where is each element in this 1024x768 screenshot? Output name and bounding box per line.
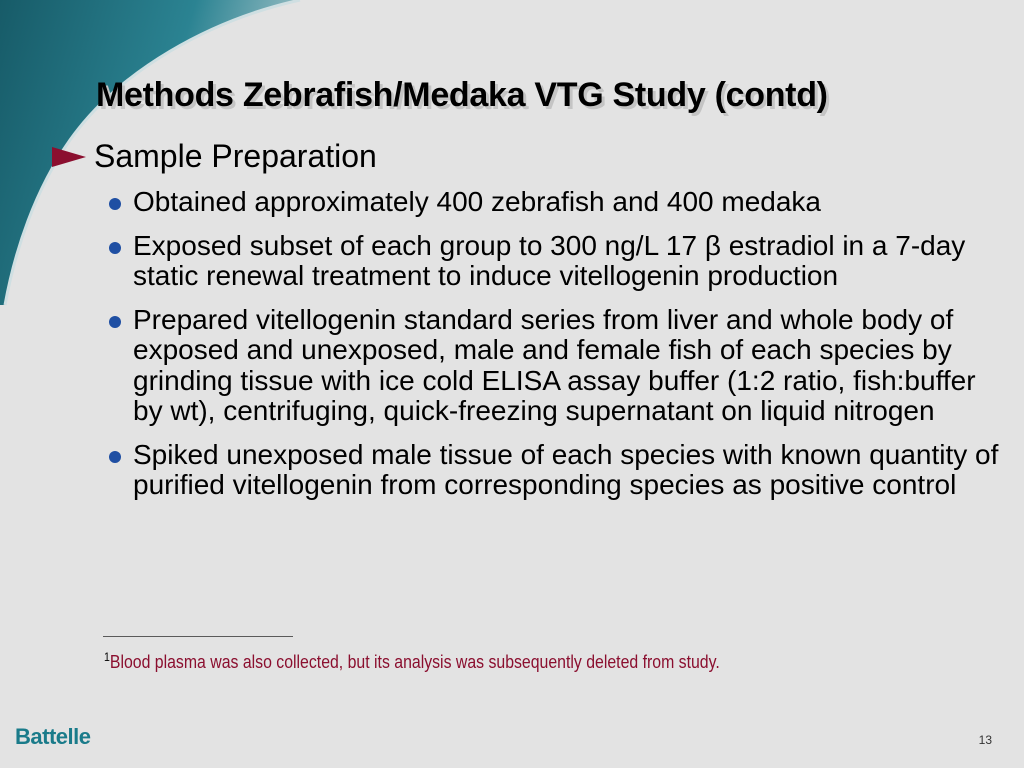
footnote-marker: 1 bbox=[104, 650, 110, 664]
section-heading-text: Sample Preparation bbox=[94, 138, 377, 174]
list-item-text: Exposed subset of each group to 300 ng/L 17 β estradiol in a 7-day static renewal treatment to induce vitellogenin production bbox=[133, 229, 966, 291]
arrow-bullet-icon bbox=[50, 146, 88, 168]
footnote-divider bbox=[103, 636, 293, 637]
list-item bbox=[103, 231, 1008, 292]
list-item-text: Spiked unexposed male tissue of each species with known quantity of purified vitellogenin from corresponding species as positive control bbox=[133, 438, 999, 500]
footnote bbox=[104, 650, 720, 673]
slide-title: Methods Zebrafish/Medaka VTG Study (contd) bbox=[96, 76, 828, 114]
battelle-logo: Battelle bbox=[15, 724, 91, 749]
bullet-dot-icon bbox=[109, 316, 121, 328]
footnote-text: Blood plasma was also collected, but its analysis was subsequently deleted from study. bbox=[109, 652, 720, 672]
bullet-dot-icon bbox=[109, 451, 121, 463]
list-item bbox=[103, 305, 1008, 427]
list-item bbox=[103, 440, 1008, 501]
bullet-list bbox=[103, 187, 1008, 514]
page-number: 13 bbox=[978, 733, 992, 747]
section-heading bbox=[50, 138, 377, 175]
list-item-text: Obtained approximately 400 zebrafish and 400 medaka bbox=[133, 186, 821, 217]
bullet-dot-icon bbox=[109, 198, 121, 210]
bullet-dot-icon bbox=[109, 242, 121, 254]
list-item-text: Prepared vitellogenin standard series from liver and whole body of exposed and unexposed, male and female fish of each species by grinding tissue with ice cold ELISA assay buffer (1:2 ratio, fish:buffer by wt), centrifuging, quick-freezing supernatant on liquid nitrogen bbox=[133, 303, 976, 426]
list-item bbox=[103, 187, 1008, 218]
